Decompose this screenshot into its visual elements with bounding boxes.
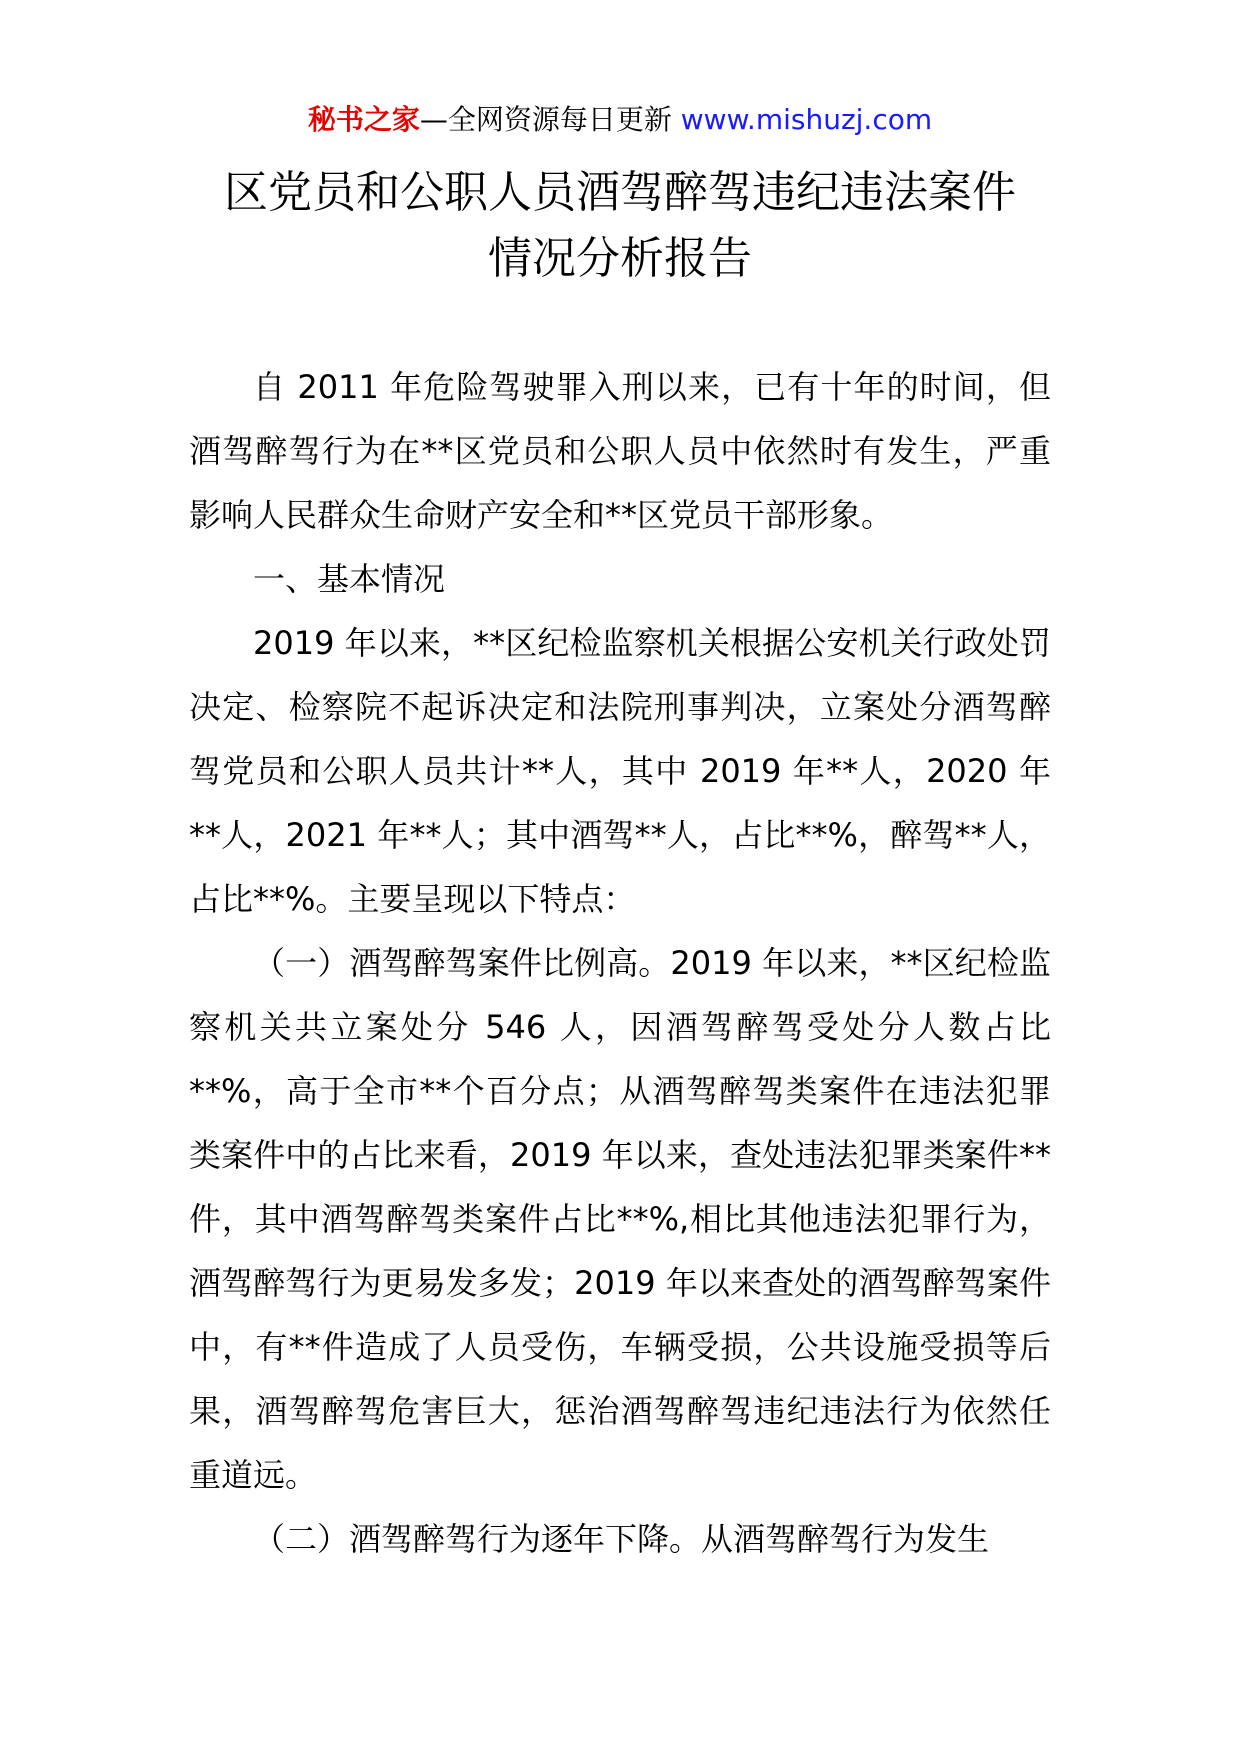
- document-title-line-1: 区党员和公职人员酒驾醉驾违纪违法案件: [224, 167, 1016, 218]
- document-title: [150, 160, 1090, 292]
- point-2-paragraph: （二）酒驾醉驾行为逐年下降。从酒驾醉驾行为发生: [253, 1520, 990, 1558]
- overview-paragraph: 2019 年以来，**区纪检监察机关根据公安机关行政处罚决定、检察院不起诉决定和法院刑事判决，立案处分酒驾醉驾党员和公职人员共计**人，其中 2019 年**人，2020 年**人，2021 年**人；其中酒驾**人，占比**%，醉驾**人，占比**%。主要呈现以下特点：: [189, 624, 1051, 918]
- site-tagline: —全网资源每日更新: [419, 103, 681, 136]
- document-body: [189, 355, 1051, 1571]
- document-title-line-2: 情况分析报告: [488, 233, 752, 284]
- site-header: [0, 100, 1240, 140]
- intro-paragraph: 自 2011 年危险驾驶罪入刑以来，已有十年的时间，但酒驾醉驾行为在**区党员和公职人员中依然时有发生，严重影响人民群众生命财产安全和**区党员干部形象。: [189, 368, 1051, 534]
- site-url-link[interactable]: www.mishuzj.com: [680, 103, 933, 136]
- point-1-paragraph: （一）酒驾醉驾案件比例高。2019 年以来，**区纪检监察机关共立案处分 546 人，因酒驾醉驾受处分人数占比**%，高于全市**个百分点；从酒驾醉驾类案件在违法犯罪类案件中的占比来看，2019 年以来，查处违法犯罪类案件**件，其中酒驾醉驾类案件占比**%,相比其他违法犯罪行为，酒驾醉驾行为更易发多发；2019 年以来查处的酒驾醉驾案件中，有**件造成了人员受伤，车辆受损，公共设施受损等后果，酒驾醉驾危害巨大，惩治酒驾醉驾违纪违法行为依然任重道远。: [189, 944, 1051, 1494]
- section-heading-basic-situation: 一、基本情况: [253, 560, 446, 598]
- site-brand: 秘书之家: [307, 103, 420, 136]
